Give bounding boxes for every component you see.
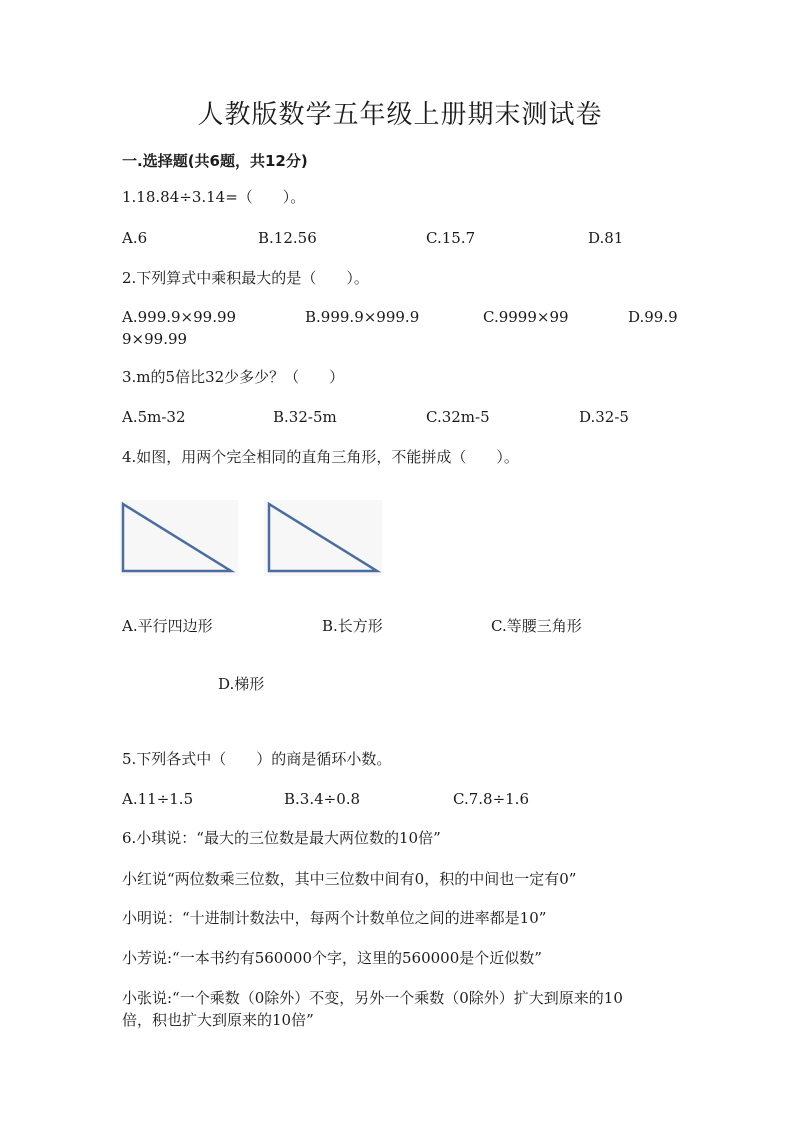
question-2-option-a[interactable]: A.999.9×99.99 — [122, 308, 237, 326]
question-3-option-a[interactable]: A.5m-32 — [122, 408, 186, 426]
question-4-option-c[interactable]: C.等腰三角形 — [491, 617, 582, 635]
question-6-line-3: 小明说：“十进制计数法中，每两个计数单位之间的进率都是10” — [122, 909, 547, 927]
question-2-option-b[interactable]: B.999.9×999.9 — [305, 308, 420, 326]
question-5-option-a[interactable]: A.11÷1.5 — [122, 790, 194, 808]
question-1-stem: 1.18.84÷3.14=（ ）。 — [122, 188, 306, 206]
question-5-option-b[interactable]: B.3.4÷0.8 — [284, 790, 361, 808]
section-heading: 一.选择题(共6题，共12分) — [122, 152, 308, 170]
question-6-line-6: 倍，积也扩大到原来的10倍” — [122, 1011, 314, 1029]
question-2-option-c[interactable]: C.9999×99 — [483, 308, 569, 326]
question-4-stem: 4.如图，用两个完全相同的直角三角形，不能拼成（ ）。 — [122, 448, 519, 466]
question-6-line-2: 小红说“两位数乘三位数，其中三位数中间有0，积的中间也一定有0” — [122, 870, 577, 888]
question-1-option-a[interactable]: A.6 — [122, 229, 148, 247]
question-5-stem: 5.下列各式中（ ）的商是循环小数。 — [122, 750, 392, 768]
question-2-stem: 2.下列算式中乘积最大的是（ ）。 — [122, 269, 369, 287]
question-6-line-1: 6.小琪说：“最大的三位数是最大两位数的10倍” — [122, 829, 441, 847]
question-5-option-c[interactable]: C.7.8÷1.6 — [453, 790, 529, 808]
question-4-option-a[interactable]: A.平行四边形 — [122, 617, 213, 635]
question-4-option-d[interactable]: D.梯形 — [218, 675, 265, 693]
question-3-option-d[interactable]: D.32-5 — [579, 408, 629, 426]
question-2-option-d-continued[interactable]: 9×99.99 — [122, 330, 188, 348]
triangles-figure — [120, 500, 382, 576]
question-3-option-b[interactable]: B.32-5m — [273, 408, 337, 426]
question-6-line-5: 小张说:“一个乘数（0除外）不变，另外一个乘数（0除外）扩大到原来的10 — [122, 989, 623, 1007]
question-3-option-c[interactable]: C.32m-5 — [426, 408, 490, 426]
question-4-option-b[interactable]: B.长方形 — [322, 617, 383, 635]
question-1-option-b[interactable]: B.12.56 — [258, 229, 317, 247]
question-6-line-4: 小芳说:“一本书约有560000个字，这里的560000是个近似数” — [122, 949, 542, 967]
question-3-stem: 3.m的5倍比32少多少？（ ） — [122, 368, 345, 386]
question-1-option-d[interactable]: D.81 — [588, 229, 624, 247]
question-1-option-c[interactable]: C.15.7 — [426, 229, 476, 247]
question-2-option-d[interactable]: D.99.9 — [628, 308, 678, 326]
page-title: 人教版数学五年级上册期末测试卷 — [197, 100, 603, 130]
